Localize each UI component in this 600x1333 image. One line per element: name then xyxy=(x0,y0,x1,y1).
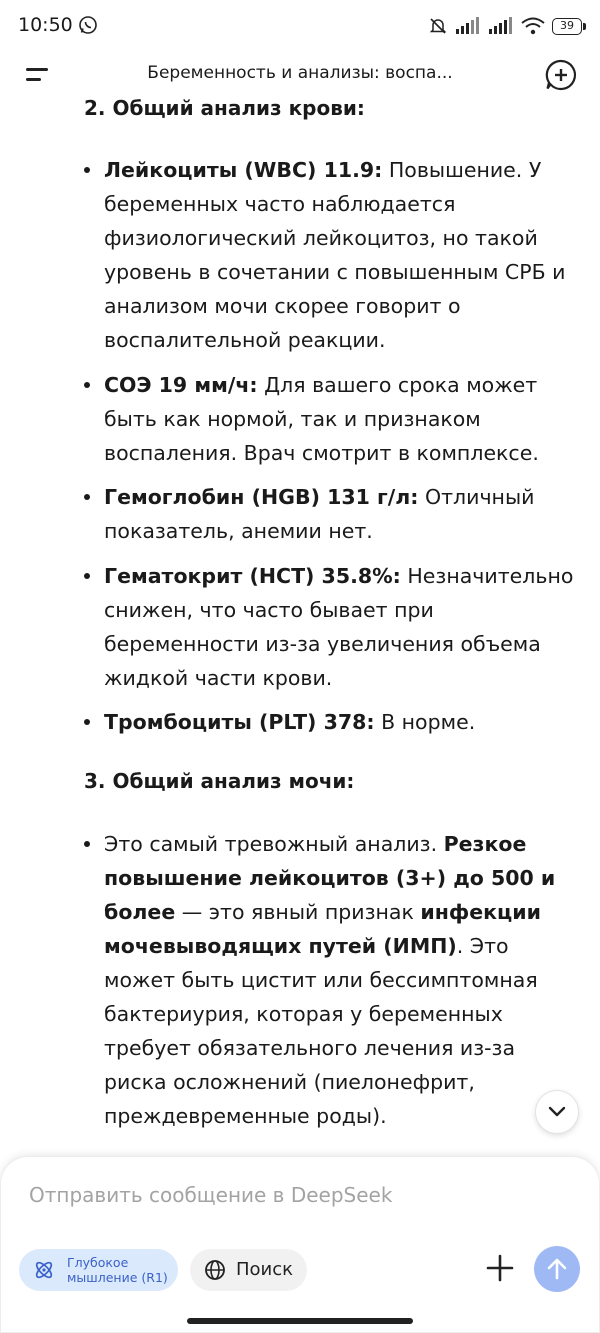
item-text: Повышение. У беременных часто наблюдается физиологический лейкоцитоз, но такой уровень в сочетании с повышенным СРБ и анализом мочи скорее говорит о воспалительной реакции. xyxy=(104,158,566,352)
status-icons xyxy=(428,14,586,38)
globe-icon xyxy=(204,1259,226,1281)
item-text: Отличный показатель, анемии нет. xyxy=(104,485,535,543)
search-toggle[interactable] xyxy=(190,1249,307,1291)
chat-title: Беременность и анализы: воспа... xyxy=(147,63,453,83)
battery-icon xyxy=(552,18,586,35)
bullet-icon xyxy=(84,382,90,388)
new-chat-button[interactable] xyxy=(544,58,578,92)
item-text: . Это может быть цистит или бессимптомная бактериурия, которая у беременных требует обязательного лечения из-за риска осложнений (пиелонефрит, преждевременные роды). xyxy=(104,934,538,1128)
list-item xyxy=(84,559,584,695)
chat-message xyxy=(0,96,600,1156)
bullet-icon xyxy=(84,573,90,579)
item-text: Незначительно снижен, что часто бывает при беременности из-за увеличения объема жидкой части крови. xyxy=(104,564,574,690)
item-label: СОЭ 19 мм/ч: xyxy=(104,373,258,397)
message-input[interactable] xyxy=(29,1183,509,1207)
section-title-urine: 3. Общий анализ мочи: xyxy=(84,769,355,793)
item-label: Лейкоциты (WBC) 11.9: xyxy=(104,158,383,182)
scroll-down-button[interactable] xyxy=(535,1090,579,1134)
item-emphasis: инфекции мочевыводящих путей (ИМП) xyxy=(104,900,541,958)
status-bar xyxy=(0,0,600,52)
bullet-icon xyxy=(84,841,90,847)
chat-header xyxy=(0,52,600,96)
item-text: — это явный признак xyxy=(175,900,421,924)
item-text: В норме. xyxy=(374,710,476,734)
item-text: Для вашего срока может быть как нормой, так и признаком воспаления. Врач смотрит в комплексе. xyxy=(104,373,539,465)
list-item xyxy=(84,480,584,548)
send-button[interactable] xyxy=(534,1246,580,1292)
item-label: Гематокрит (HCT) 35.8%: xyxy=(104,564,401,588)
signal-icon xyxy=(455,17,481,35)
attach-button[interactable] xyxy=(483,1251,517,1285)
item-text: Это самый тревожный анализ. xyxy=(104,832,444,856)
bullet-icon xyxy=(84,719,90,725)
menu-button[interactable] xyxy=(22,62,54,88)
list-item xyxy=(84,153,584,357)
item-label: Гемоглобин (HGB) 131 г/л: xyxy=(104,485,419,509)
list-item xyxy=(84,705,584,739)
message-composer xyxy=(0,1156,600,1333)
deepthink-label: Глубокое мышление (R1) xyxy=(67,1255,168,1285)
home-indicator[interactable] xyxy=(187,1318,413,1324)
bell-muted-icon xyxy=(428,16,448,36)
signal-icon-2 xyxy=(488,17,514,35)
section-title-blood: 2. Общий анализ крови: xyxy=(84,96,365,120)
battery-level: 39 xyxy=(552,18,582,35)
atom-icon xyxy=(33,1259,55,1281)
bullet-icon xyxy=(84,494,90,500)
status-time: 10:50 xyxy=(18,14,73,36)
list-item xyxy=(84,827,584,1133)
item-label: Тромбоциты (PLT) 378: xyxy=(104,710,375,734)
deepthink-toggle[interactable] xyxy=(19,1249,178,1291)
arrow-up-icon xyxy=(546,1257,568,1281)
bullet-icon xyxy=(84,167,90,173)
list-item xyxy=(84,368,584,470)
whatsapp-icon xyxy=(78,15,98,35)
item-emphasis: Резкое повышение лейкоцитов (3+) до 500 и более xyxy=(104,832,556,924)
wifi-icon xyxy=(521,17,545,35)
search-label: Поиск xyxy=(236,1259,294,1280)
chevron-down-icon xyxy=(547,1105,567,1119)
